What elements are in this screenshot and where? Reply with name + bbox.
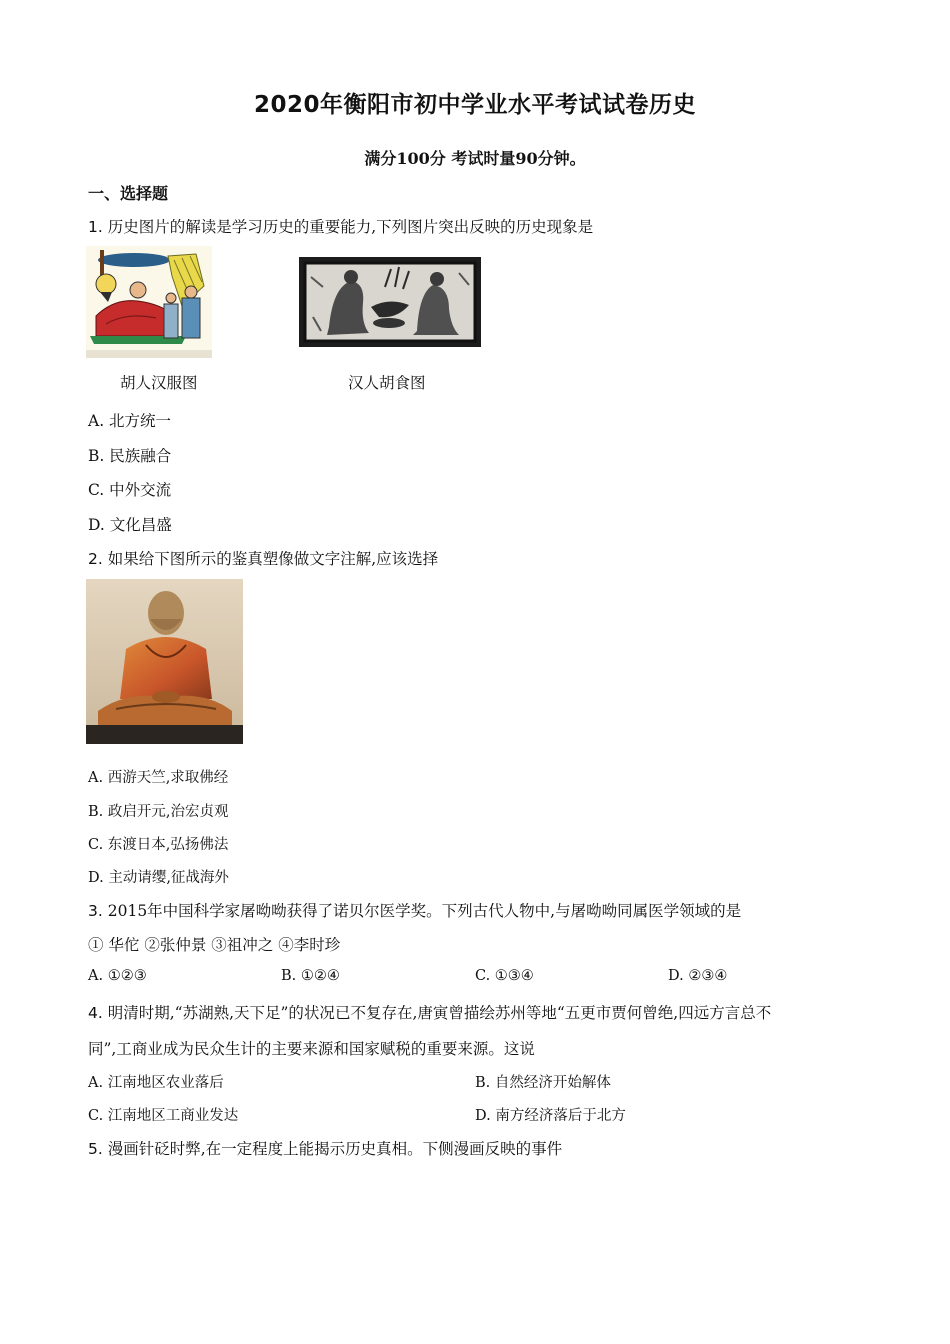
question-text: 2015年中国科学家屠呦呦获得了诺贝尔医学奖。下列古代人物中,与屠呦呦同属医学领域的是 — [107, 902, 742, 920]
q2-option-b: B. 政启开元,治宏贞观 — [88, 804, 229, 820]
question-text: 如果给下图所示的鉴真塑像做文字注解,应该选择 — [107, 550, 439, 568]
q4-option-d: D. 南方经济落后于北方 — [475, 1108, 626, 1124]
q1-option-c: C. 中外交流 — [88, 481, 172, 499]
jianzhen-statue-image — [86, 579, 243, 744]
question-text-line-2: 同”,工商业成为民众生计的主要来源和国家赋税的重要来源。这说 — [88, 1040, 535, 1058]
question-text: 历史图片的解读是学习历史的重要能力,下列图片突出反映的历史现象是 — [107, 218, 594, 236]
q3-option-c: C. ①③④ — [475, 968, 534, 984]
q2-option-d: D. 主动请缨,征战海外 — [88, 870, 229, 886]
q3-option-b: B. ①②④ — [281, 968, 340, 984]
question-number: 3. — [88, 902, 103, 920]
hu-people-han-clothing-image — [86, 246, 212, 358]
caption-hu-people-han-clothing: 胡人汉服图 — [120, 374, 198, 392]
exam-info: 满分100分 考试时量90分钟。 — [364, 149, 586, 168]
q2-option-c: C. 东渡日本,弘扬佛法 — [88, 837, 229, 853]
q1-option-b: B. 民族融合 — [88, 447, 172, 465]
caption-han-people-hu-food: 汉人胡食图 — [348, 374, 426, 392]
q3-option-d: D. ②③④ — [668, 968, 728, 984]
q1-option-a: A. 北方统一 — [88, 412, 172, 430]
q3-option-a: A. ①②③ — [88, 968, 147, 984]
q3-items: ① 华佗 ②张仲景 ③祖冲之 ④李时珍 — [88, 936, 341, 954]
question-2 — [88, 547, 438, 569]
question-4 — [88, 1001, 771, 1023]
q1-option-d: D. 文化昌盛 — [88, 516, 172, 534]
question-text: 漫画针砭时弊,在一定程度上能揭示历史真相。下侧漫画反映的事件 — [107, 1140, 563, 1158]
han-people-hu-food-image — [299, 257, 481, 347]
question-number: 4. — [88, 1004, 103, 1022]
question-1 — [88, 215, 593, 237]
section-heading: 一、选择题 — [88, 184, 169, 203]
question-3 — [88, 899, 741, 921]
han-people-hu-food-rubbing — [299, 257, 481, 347]
jianzhen-statue-photo — [86, 579, 243, 744]
q4-option-b: B. 自然经济开始解体 — [475, 1075, 611, 1091]
hu-people-han-clothing-illustration — [86, 246, 212, 358]
question-number: 2. — [88, 550, 103, 568]
q4-option-c: C. 江南地区工商业发达 — [88, 1108, 239, 1124]
q2-option-a: A. 西游天竺,求取佛经 — [88, 770, 229, 786]
question-number: 5. — [88, 1140, 103, 1158]
question-text-line-1: 明清时期,“苏湖熟,天下足”的状况已不复存在,唐寅曾描绘苏州等地“五更市贾何曾绝,四远方言总不 — [107, 1004, 772, 1022]
q4-option-a: A. 江南地区农业落后 — [88, 1075, 224, 1091]
question-number: 1. — [88, 218, 103, 236]
question-5 — [88, 1137, 562, 1159]
page-title: 2020年衡阳市初中学业水平考试试卷历史 — [253, 92, 696, 118]
